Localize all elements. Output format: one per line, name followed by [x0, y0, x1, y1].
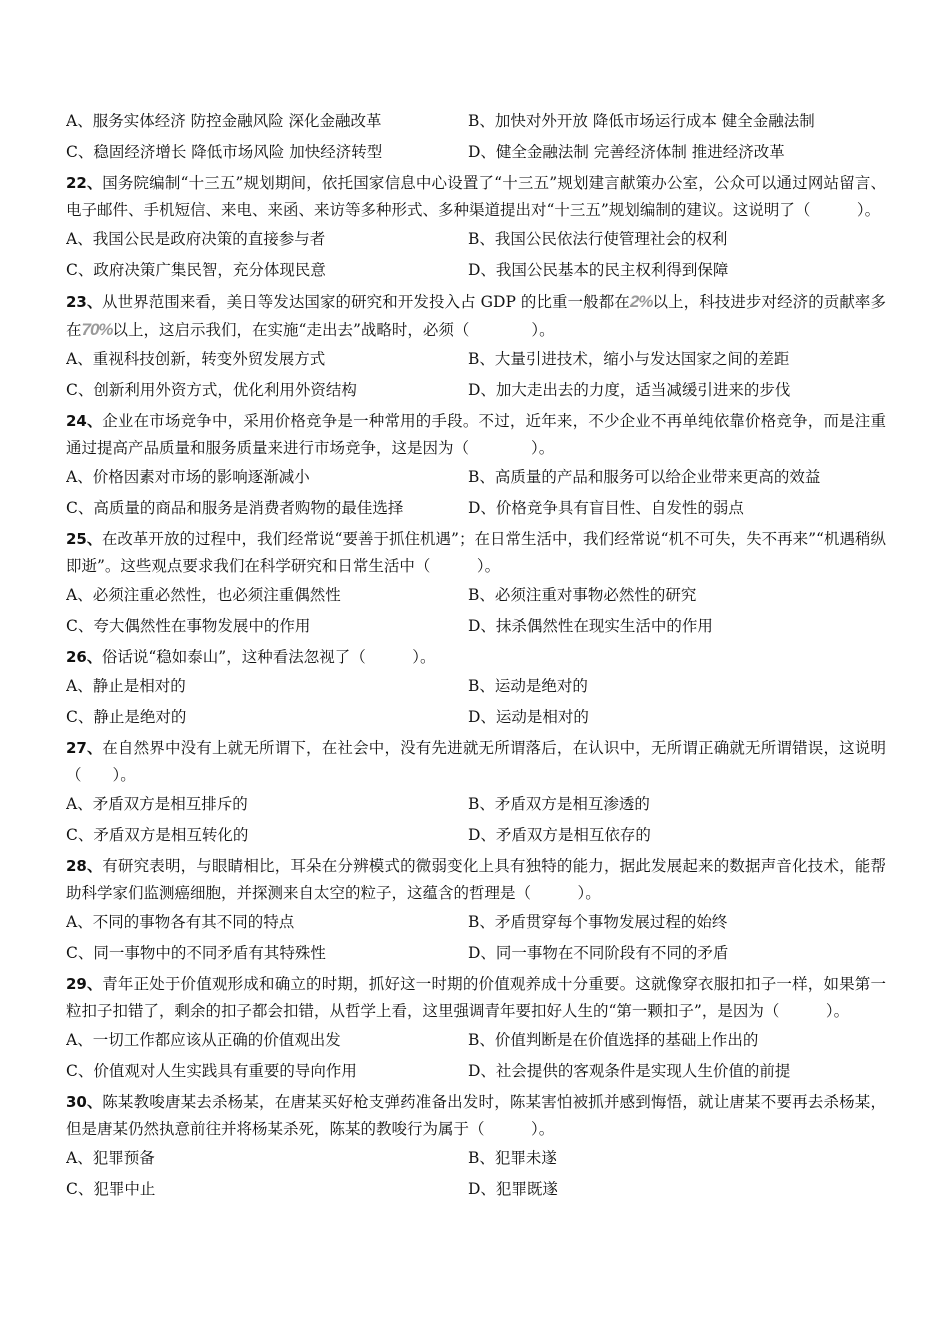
q26-option-c: C、静止是绝对的 [66, 708, 187, 726]
q22-options-row-1 [66, 224, 886, 255]
q21-option-a: A、服务实体经济 防控金融风险 深化金融改革 [66, 112, 382, 130]
q25-option-c: C、夸大偶然性在事物发展中的作用 [66, 617, 311, 635]
q24-option-c: C、高质量的商品和服务是消费者购物的最佳选择 [66, 499, 404, 517]
q26-option-a: A、静止是相对的 [66, 677, 186, 695]
q28-options-row-2 [66, 938, 886, 969]
q26-options-row-2 [66, 702, 886, 733]
q21-options-row-2 [66, 137, 886, 168]
question-number: 25、 [66, 530, 102, 548]
q23-options-row-2 [66, 375, 886, 406]
q22-option-a: A、我国公民是政府决策的直接参与者 [66, 230, 326, 248]
q21-option-d: D、健全金融法制 完善经济体制 推进经济改革 [468, 143, 785, 161]
q23-option-c: C、创新利用外资方式，优化利用外资结构 [66, 381, 357, 399]
q27-option-c: C、矛盾双方是相互转化的 [66, 826, 249, 844]
question-27 [66, 733, 886, 789]
q21-option-b: B、加快对外开放 降低市场运行成本 健全金融法制 [468, 112, 815, 130]
q29-options-row-1 [66, 1025, 886, 1056]
question-number: 23、 [66, 293, 103, 311]
q28-option-b: B、矛盾贯穿每个事物发展过程的始终 [468, 913, 728, 931]
q27-options-row-2 [66, 820, 886, 851]
question-25 [66, 524, 886, 580]
q30-option-a: A、犯罪预备 [66, 1149, 155, 1167]
q21-option-c: C、稳固经济增长 降低市场风险 加快经济转型 [66, 143, 383, 161]
question-text: 青年正处于价值观形成和确立的时期，抓好这一时期的价值观养成十分重要。这就像穿衣服扣扣子一样，如果第一粒扣子扣错了，剩余的扣子都会扣错，从哲学上看，这里强调青年要扣好人生的“第一颗扣子”，是因为（ ）。 [66, 975, 886, 1020]
question-number: 27、 [66, 739, 103, 757]
question-text: 俗话说“稳如泰山”，这种看法忽视了（ ）。 [101, 648, 436, 666]
question-number: 29、 [66, 975, 103, 993]
question-number: 26、 [66, 648, 102, 666]
q29-option-b: B、价值判断是在价值选择的基础上作出的 [468, 1031, 759, 1049]
q29-options-row-2 [66, 1056, 886, 1087]
question-text: 企业在市场竞争中，采用价格竞争是一种常用的手段。不过，近年来，不少企业不再单纯依靠价格竞争，而是注重通过提高产品质量和服务质量来进行市场竞争，这是因为（ ）。 [66, 412, 886, 457]
question-22 [66, 168, 886, 224]
question-text: 有研究表明，与眼睛相比，耳朵在分辨模式的微弱变化上具有独特的能力，据此发展起来的数据声音化技术，能帮助科学家们监测癌细胞，并探测来自太空的粒子，这蕴含的哲理是（ ）。 [66, 857, 886, 902]
question-30 [66, 1087, 886, 1143]
q25-option-d: D、抹杀偶然性在现实生活中的作用 [468, 617, 713, 635]
q22-option-b: B、我国公民依法行使管理社会的权利 [468, 230, 728, 248]
question-text: 在自然界中没有上就无所谓下，在社会中，没有先进就无所谓落后，在认识中，无所谓正确就无所谓错误，这说明（ ）。 [66, 739, 886, 784]
q30-options-row-1 [66, 1143, 886, 1174]
q23-options-row-1 [66, 344, 886, 375]
q28-options-row-1 [66, 907, 886, 938]
q28-option-c: C、同一事物中的不同矛盾有其特殊性 [66, 944, 326, 962]
q26-options-row-1 [66, 671, 886, 702]
q30-options-row-2 [66, 1174, 886, 1205]
q23-option-b: B、大量引进技术，缩小与发达国家之间的差距 [468, 350, 790, 368]
q30-option-c: C、犯罪中止 [66, 1180, 156, 1198]
q30-option-b: B、犯罪未遂 [468, 1149, 557, 1167]
question-23 [66, 286, 886, 344]
q23-option-a: A、重视科技创新，转变外贸发展方式 [66, 350, 326, 368]
q22-options-row-2 [66, 255, 886, 286]
question-number: 28、 [66, 857, 103, 875]
q25-option-a: A、必须注重必然性，也必须注重偶然性 [66, 586, 341, 604]
question-number: 30、 [66, 1093, 103, 1111]
question-text-part-1: 从世界范围来看，美日等发达国家的研究和开发投入占 GDP 的比重一般都在 [102, 293, 630, 311]
q24-option-d: D、价格竞争具有盲目性、自发性的弱点 [468, 499, 744, 517]
question-number: 22、 [66, 174, 103, 192]
question-text: 国务院编制“十三五”规划期间，依托国家信息中心设置了“十三五”规划建言献策办公室，公众可以通过网站留言、电子邮件、手机短信、来电、来函、来访等多种形式、多种渠道提出对“十三五”规划编制的建议。这说明了（ ）。 [66, 174, 887, 219]
q21-options-row-1 [66, 106, 886, 137]
percent-figure-2: 70% [81, 320, 113, 339]
q27-option-b: B、矛盾双方是相互渗透的 [468, 795, 650, 813]
question-29 [66, 969, 886, 1025]
question-number: 24、 [66, 412, 103, 430]
question-28 [66, 851, 886, 907]
q26-option-d: D、运动是相对的 [468, 708, 589, 726]
q22-option-c: C、政府决策广集民智，充分体现民意 [66, 261, 326, 279]
q27-option-d: D、矛盾双方是相互依存的 [468, 826, 651, 844]
q29-option-c: C、价值观对人生实践具有重要的导向作用 [66, 1062, 357, 1080]
q29-option-d: D、社会提供的客观条件是实现人生价值的前提 [468, 1062, 791, 1080]
exam-page [66, 106, 886, 1205]
q28-option-d: D、同一事物在不同阶段有不同的矛盾 [468, 944, 729, 962]
q23-option-d: D、加大走出去的力度，适当减缓引进来的步伐 [468, 381, 791, 399]
q25-options-row-2 [66, 611, 886, 642]
q27-option-a: A、矛盾双方是相互排斥的 [66, 795, 248, 813]
q26-option-b: B、运动是绝对的 [468, 677, 588, 695]
question-text-part-2: 以上，科技进步对经济的贡献率多在 [66, 293, 886, 339]
question-24 [66, 406, 886, 462]
question-text: 在改革开放的过程中，我们经常说“要善于抓住机遇”；在日常生活中，我们经常说“机不可失，失不再来”“机遇稍纵即逝”。这些观点要求我们在科学研究和日常生活中（ ）。 [66, 530, 887, 575]
q28-option-a: A、不同的事物各有其不同的特点 [66, 913, 295, 931]
question-text-part-3: 以上，这启示我们，在实施“走出去”战略时，必须（ ）。 [112, 321, 555, 339]
question-26 [66, 642, 886, 671]
q30-option-d: D、犯罪既遂 [468, 1180, 558, 1198]
q24-options-row-1 [66, 462, 886, 493]
q22-option-d: D、我国公民基本的民主权利得到保障 [468, 261, 729, 279]
q25-option-b: B、必须注重对事物必然性的研究 [468, 586, 697, 604]
q24-option-a: A、价格因素对市场的影响逐渐减小 [66, 468, 310, 486]
q24-option-b: B、高质量的产品和服务可以给企业带来更高的效益 [468, 468, 821, 486]
percent-figure-1: 2% [629, 292, 653, 311]
q29-option-a: A、一切工作都应该从正确的价值观出发 [66, 1031, 341, 1049]
q27-options-row-1 [66, 789, 886, 820]
q24-options-row-2 [66, 493, 886, 524]
q25-options-row-1 [66, 580, 886, 611]
question-text: 陈某教唆唐某去杀杨某，在唐某买好枪支弹药准备出发时，陈某害怕被抓并感到悔悟，就让唐某不要再去杀杨某，但是唐某仍然执意前往并将杨某杀死，陈某的教唆行为属于（ ）。 [66, 1093, 886, 1138]
